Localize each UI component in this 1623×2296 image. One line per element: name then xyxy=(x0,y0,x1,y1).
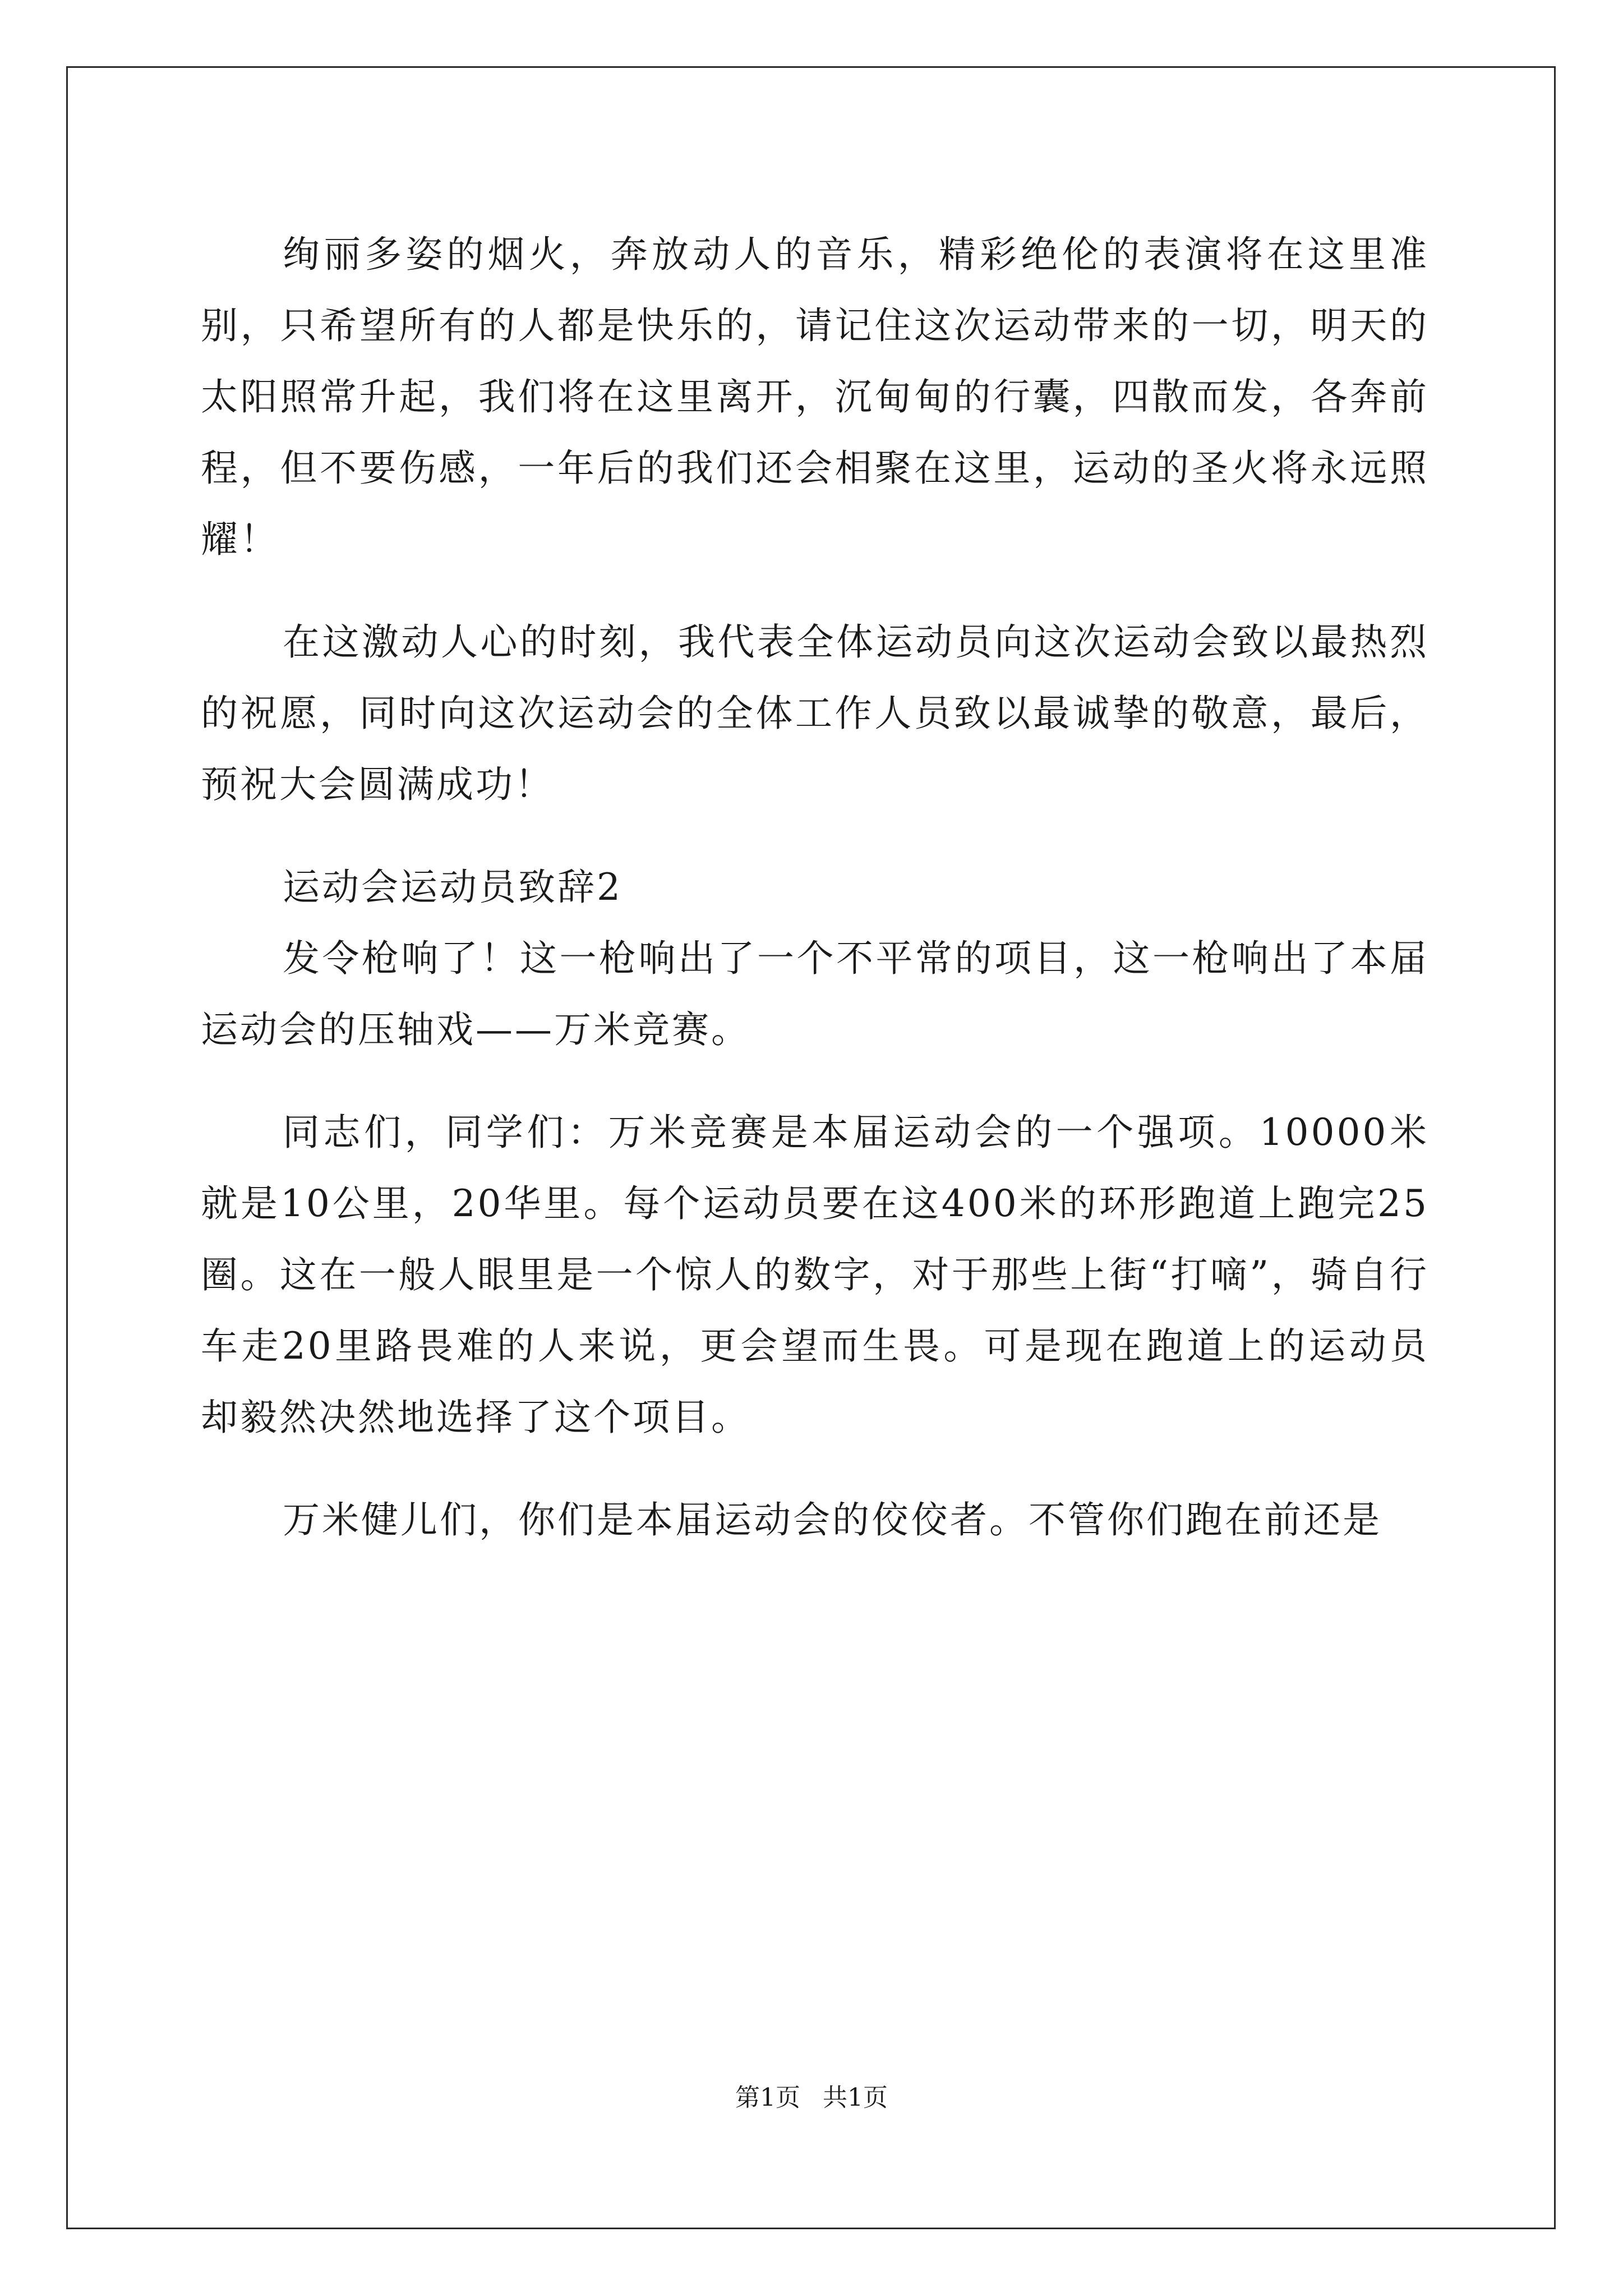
page-footer xyxy=(0,2081,1623,2115)
page-count: 共1页 xyxy=(823,2083,888,2112)
document-body xyxy=(201,219,1429,1556)
paragraph-runners: 万米健儿们，你们是本届运动会的佼佼者。不管你们跑在前还是 xyxy=(283,1498,1382,1542)
section-heading: 运动会运动员致辞2 xyxy=(283,866,623,909)
paragraph-starting-gun: 发令枪响了！这一枪响出了一个不平常的项目，这一枪响出了本届运动会的压轴戏——万米竞赛。 xyxy=(201,937,1429,1051)
paragraph-wishes: 在这激动人心的时刻，我代表全体运动员向这次运动会致以最热烈的祝愿，同时向这次运动会的全体工作人员致以最诚挚的敬意，最后，预祝大会圆满成功！ xyxy=(201,620,1429,806)
paragraph-fireworks: 绚丽多姿的烟火，奔放动人的音乐，精彩绝伦的表演将在这里准别，只希望所有的人都是快乐的，请记住这次运动带来的一切，明天的太阳照常升起，我们将在这里离开，沉甸甸的行囊，四散而发，各奔前程，但不要伤感，一年后的我们还会相聚在这里，运动的圣火将永远照耀！ xyxy=(201,233,1429,561)
paragraph-10000m-race: 同志们，同学们：万米竞赛是本届运动会的一个强项。10000米就是10公里，20华里。每个运动员要在这400米的环形跑道上跑完25圈。这在一般人眼里是一个惊人的数字，对于那些上街“打嘀”，骑自行车走20里路畏难的人来说，更会望而生畏。可是现在跑道上的运动员却毅然决然地选择了这个项目。 xyxy=(201,1111,1429,1439)
page-number: 第1页 xyxy=(735,2083,800,2112)
